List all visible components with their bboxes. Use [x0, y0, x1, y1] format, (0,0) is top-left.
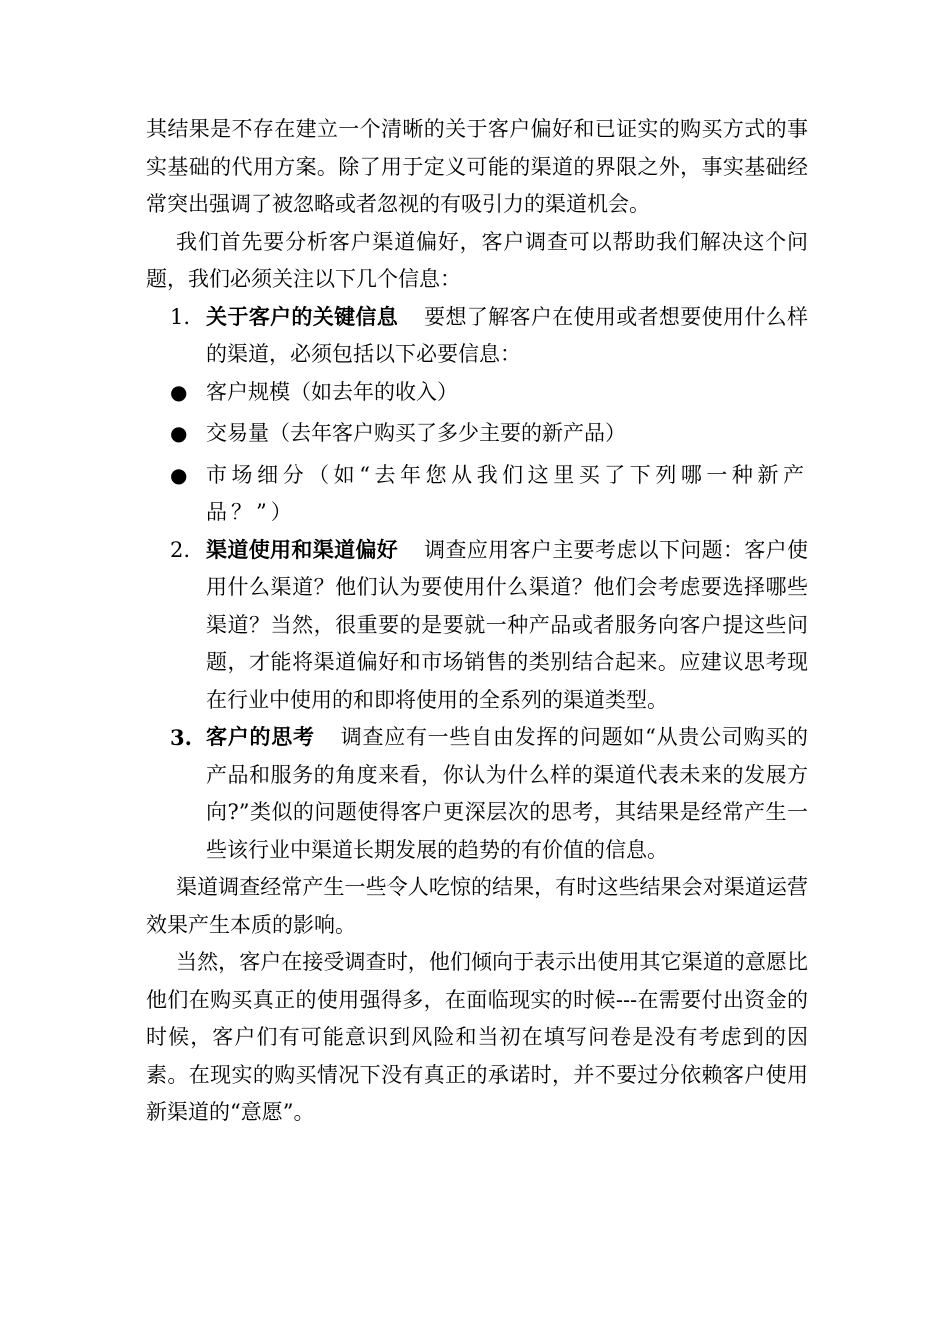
bullet-icon: ●: [170, 379, 188, 404]
paragraph-survey-results: 渠道调查经常产生一些令人吃惊的结果，有时这些结果会对渠道运营效果产生本质的影响。: [146, 875, 808, 937]
list-number: 2.: [170, 537, 191, 562]
list-item-channel-usage: [146, 532, 808, 720]
bullet-item: [146, 374, 808, 412]
paragraph-intro: 其结果是不存在建立一个清晰的关于客户偏好和已证实的购买方式的事实基础的代用方案。除了用于定义可能的渠道的界限之外，事实基础经常突出强调了被忽略或者忽视的有吸引力的渠道机会。: [146, 117, 808, 216]
bullet-item: [146, 415, 808, 453]
bullet-text: 客户规模（如去年的收入）: [206, 379, 458, 404]
bullet-item: [146, 457, 808, 532]
bullet-text: 市场细分（如“去年您从我们这里买了下列哪一种新产品？”）: [206, 462, 808, 524]
bullet-icon: ●: [170, 462, 188, 487]
paragraph-analysis: 我们首先要分析客户渠道偏好，客户调查可以帮助我们解决这个问题，我们必须关注以下几个信息：: [146, 229, 808, 291]
bullet-text: 交易量（去年客户购买了多少主要的新产品）: [206, 421, 626, 445]
document-body: [146, 111, 808, 1132]
info-list: [146, 299, 808, 870]
list-number: 1.: [170, 304, 191, 329]
paragraph-willingness: 当然，客户在接受调查时，他们倾向于表示出使用其它渠道的意愿比他们在购买真正的使用强得多，在面临现实的时候---在需要付出资金的时候，客户们有可能意识到风险和当初在填写问卷是没有考虑到的因素。在现实的购买情况下没有真正的承诺时，并不要过分依赖客户使用新渠道的“意愿”。: [146, 950, 808, 1124]
list-item-text: 要想了解客户在使用或者想要使用什么样的渠道，必须包括以下必要信息：: [206, 304, 809, 366]
list-item-text: 调查应用客户主要考虑以下问题：客户使用什么渠道？他们认为要使用什么渠道？他们会考虑要选择哪些渠道？当然，很重要的是要就一种产品或者服务向客户提这些问题，才能将渠道偏好和市场销售的类别结合起来。应建议思考现在行业中使用的和即将使用的全系列的渠道类型。: [206, 537, 809, 712]
list-item-customer-thinking: [146, 719, 808, 869]
list-item-key-info: [146, 299, 808, 374]
list-item-heading: 渠道使用和渠道偏好: [206, 537, 399, 562]
list-item-text: 调查应有一些自由发挥的问题如“从贵公司购买的产品和服务的角度来看，你认为什么样的渠道代表未来的发展方向?”类似的问题使得客户更深层次的思考，其结果是经常产生一些该行业中渠道长期发展的趋势的有价值的信息。: [206, 725, 809, 862]
list-item-heading: 关于客户的关键信息: [206, 304, 399, 329]
list-number: 3.: [170, 725, 192, 750]
bullet-icon: ●: [170, 421, 188, 445]
list-item-heading: 客户的思考: [206, 725, 315, 749]
